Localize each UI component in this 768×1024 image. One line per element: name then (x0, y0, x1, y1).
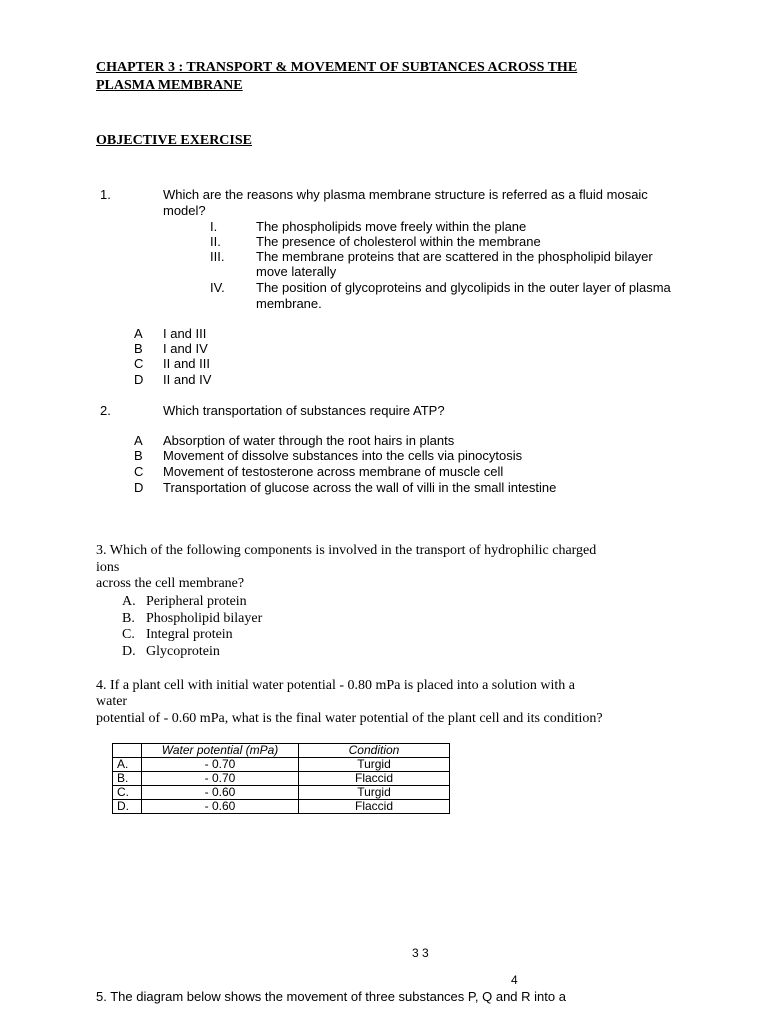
table-cell: B. (113, 772, 142, 786)
table-header-cell: Water potential (mPa) (142, 744, 299, 758)
statement-text-continued: membrane. (256, 296, 322, 311)
question-3-line3: across the cell membrane? (96, 576, 245, 591)
option-text: Peripheral protein (146, 594, 247, 609)
water-potential-table (112, 743, 450, 814)
statement-numeral: IV. (210, 280, 225, 295)
option-letter: B. (122, 611, 135, 626)
option-letter: C (134, 356, 144, 371)
option-letter: A (134, 326, 143, 341)
question-1-text-line1: Which are the reasons why plasma membrane structure is referred as a fluid mosaic (163, 187, 648, 202)
statement-text-continued: move laterally (256, 264, 337, 279)
option-letter: D (134, 372, 144, 387)
option-text: Movement of testosterone across membrane of muscle cell (163, 464, 504, 479)
option-text: Absorption of water through the root hairs in plants (163, 433, 455, 448)
table-cell: - 0.60 (142, 786, 299, 800)
question-3-line2: ions (96, 560, 120, 575)
option-text: Movement of dissolve substances into the cells via pinocytosis (163, 448, 523, 463)
option-letter: D. (122, 644, 136, 659)
statement-text: The membrane proteins that are scattered in the phospholipid bilayer (256, 249, 653, 264)
option-text: I and III (163, 326, 207, 341)
table-header-cell: Condition (299, 744, 450, 758)
table-cell: Turgid (299, 786, 450, 800)
question-2-text: Which transportation of substances require ATP? (163, 403, 445, 418)
statement-numeral: II. (210, 234, 221, 249)
table-cell: Flaccid (299, 772, 450, 786)
question-2-number: 2. (100, 403, 111, 418)
question-3-line1: 3. Which of the following components is involved in the transport of hydrophilic charged (96, 543, 597, 558)
option-letter: B (134, 448, 143, 463)
statement-text: The position of glycoproteins and glycolipids in the outer layer of plasma (256, 280, 671, 295)
option-letter: B (134, 341, 143, 356)
statement-numeral: I. (210, 219, 218, 234)
table-cell: Flaccid (299, 800, 450, 814)
table-cell: - 0.70 (142, 758, 299, 772)
section-heading: OBJECTIVE EXERCISE (96, 133, 252, 148)
option-letter: C (134, 464, 144, 479)
table-header-cell (113, 744, 142, 758)
table-row (113, 758, 450, 772)
statement-text: The presence of cholesterol within the membrane (256, 234, 541, 249)
option-text: I and IV (163, 341, 208, 356)
question-1-text-line2: model? (163, 203, 206, 218)
option-text: Transportation of glucose across the wall of villi in the small intestine (163, 480, 557, 495)
option-letter: D (134, 480, 144, 495)
question-5-text: 5. The diagram below shows the movement of three substances P, Q and R into a (96, 989, 566, 1004)
option-letter: A. (122, 594, 136, 609)
table-cell: - 0.70 (142, 772, 299, 786)
question-1-number: 1. (100, 187, 111, 202)
option-text: II and III (163, 356, 210, 371)
statement-text: The phospholipids move freely within the plane (256, 219, 527, 234)
table-row (113, 800, 450, 814)
next-page-clip (0, 986, 768, 1024)
page-number: 3 3 (412, 946, 429, 960)
question-4-line3: potential of - 0.60 mPa, what is the final water potential of the plant cell and its condition? (96, 711, 603, 726)
table-row (113, 772, 450, 786)
option-letter: C. (122, 627, 135, 642)
table-cell: D. (113, 800, 142, 814)
option-letter: A (134, 433, 143, 448)
option-text: II and IV (163, 372, 212, 387)
page-number-secondary: 4 (511, 973, 518, 987)
table-cell: A. (113, 758, 142, 772)
table-header-row (113, 744, 450, 758)
option-text: Phospholipid bilayer (146, 611, 263, 626)
option-text: Integral protein (146, 627, 233, 642)
question-4-line2: water (96, 694, 128, 709)
statement-numeral: III. (210, 249, 225, 264)
chapter-title-line2: PLASMA MEMBRANE (96, 78, 243, 93)
option-text: Glycoprotein (146, 644, 220, 659)
table-row (113, 786, 450, 800)
table-cell: C. (113, 786, 142, 800)
table-cell: Turgid (299, 758, 450, 772)
chapter-title-line1: CHAPTER 3 : TRANSPORT & MOVEMENT OF SUBTANCES ACROSS THE (96, 60, 578, 75)
question-4-line1: 4. If a plant cell with initial water potential - 0.80 mPa is placed into a solution with a (96, 678, 576, 693)
table-cell: - 0.60 (142, 800, 299, 814)
